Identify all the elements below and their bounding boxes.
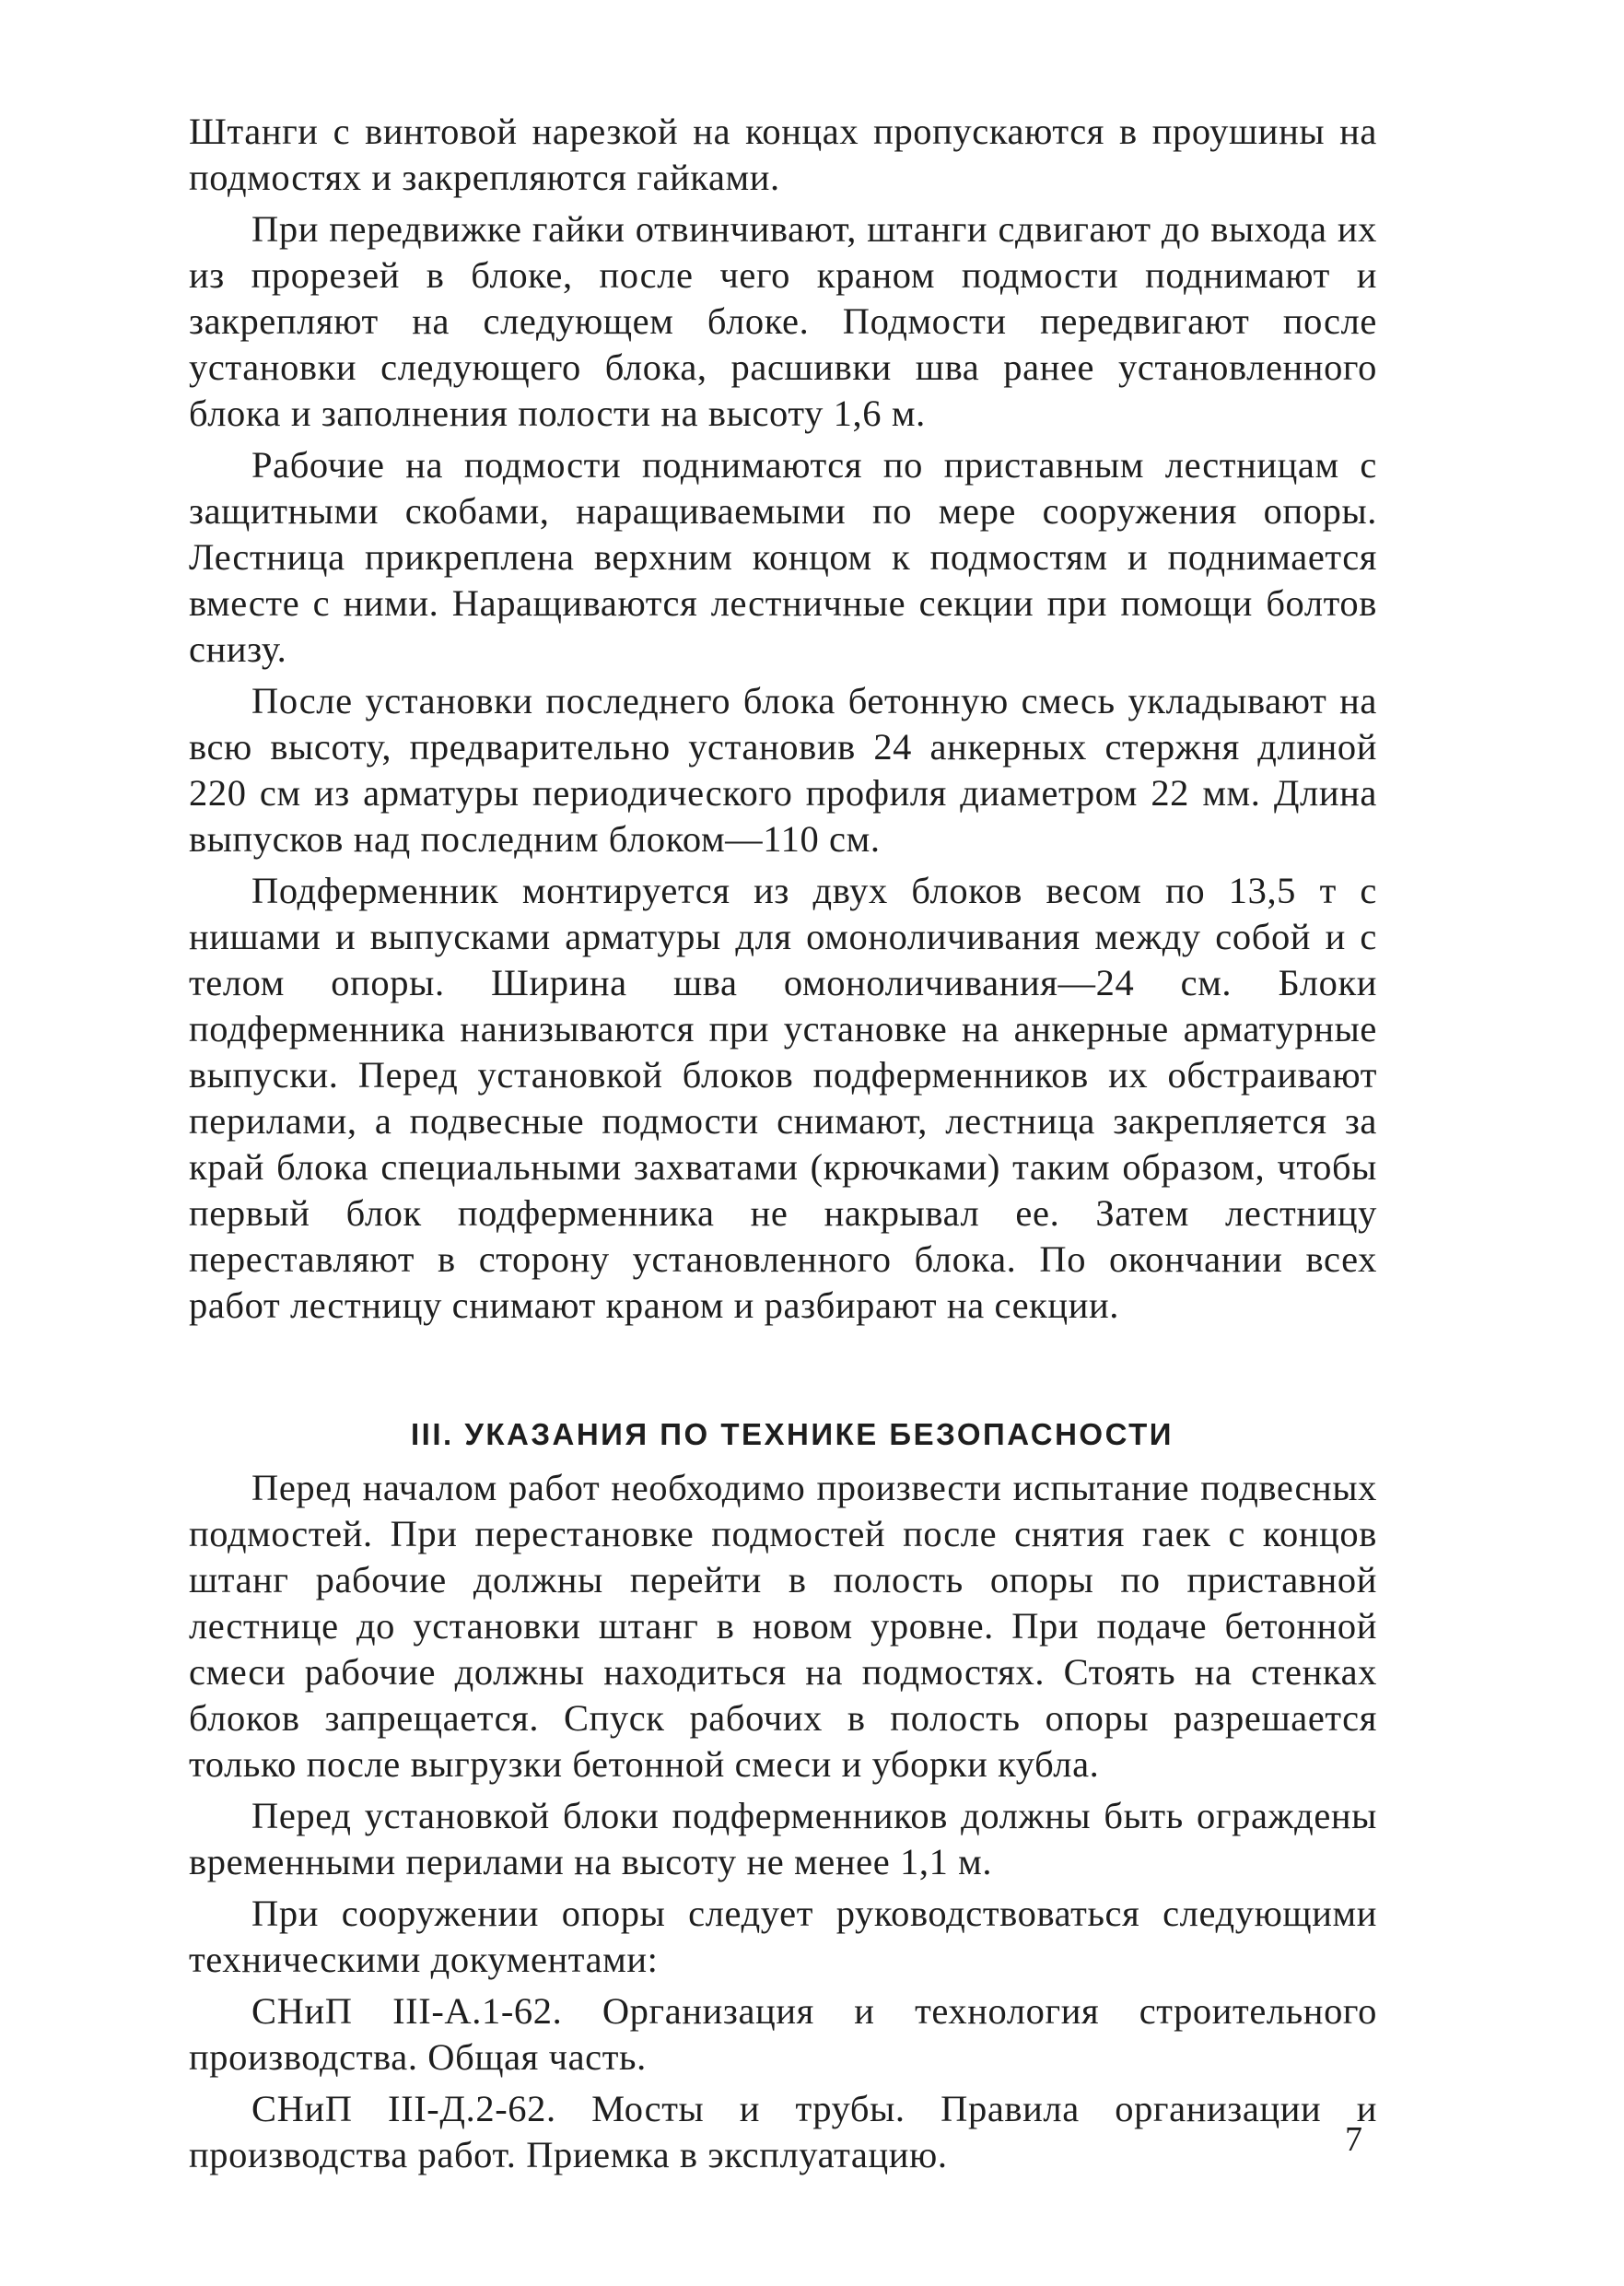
paragraph: При сооружении опоры следует руководствоваться следующими техническими документами: bbox=[189, 1893, 1377, 1980]
paragraph: Перед началом работ необходимо произвести испытание подвесных подмостей. При перестановке подмостей после снятия гаек с концов штанг рабочие должны перейти в полость опоры по приставной лестнице до установки штанг в новом уровне. При подаче бетонной смеси рабочие должны находиться на подмостях. Стоять на стенках блоков запрещается. Спуск рабочих в полость опоры разрешается только после выгрузки бетонной смеси и уборки кубла. bbox=[189, 1467, 1377, 1785]
paragraph: Подферменник монтируется из двух блоков весом по 13,5 т с нишами и выпусками арматуры для омоноличивания между собой и с телом опоры. Ширина шва омоноличивания—24 см. Блоки подферменника нанизываются при установке на анкерные арматурные выпуски. Перед установкой блоков подферменников их обстраивают перилами, а подвесные подмости снимают, лестница закрепляется за край блока специальными захватами (крючками) таким образом, чтобы первый блок подферменника не накрывал ее. Затем лестницу переставляют в сторону установленного блока. По окончании всех работ лестницу снимают краном и разбирают на секции. bbox=[189, 870, 1377, 1326]
page-number: 7 bbox=[1345, 2120, 1362, 2159]
paragraph: СНиП III-Д.2-62. Мосты и трубы. Правила организации и производства работ. Приемка в эксплуатацию. bbox=[189, 2088, 1377, 2175]
paragraph: СНиП III-А.1-62. Организация и технология строительного производства. Общая часть. bbox=[189, 1990, 1377, 2078]
paragraph: Штанги с винтовой нарезкой на концах пропускаются в проушины на подмостях и закрепляются гайками. bbox=[189, 111, 1377, 198]
paragraph: Перед установкой блоки подферменников должны быть ограждены временными перилами на высоту не менее 1,1 м. bbox=[189, 1795, 1377, 1882]
paragraph: При передвижке гайки отвинчивают, штанги сдвигают до выхода их из прорезей в блоке, после чего краном подмости поднимают и закрепляют на следующем блоке. Подмости передвигают после установки следующего блока, расшивки шва ранее установленного блока и заполнения полости на высоту 1,6 м. bbox=[189, 208, 1377, 434]
paragraph: После установки последнего блока бетонную смесь укладывают на всю высоту, предварительно установив 24 анкерных стержня длиной 220 см из арматуры периодического профиля диаметром 22 мм. Длина выпусков над последним блоком—110 см. bbox=[189, 680, 1377, 860]
section-heading: III. УКАЗАНИЯ ПО ТЕХНИКЕ БЕЗОПАСНОСТИ bbox=[411, 1417, 1174, 1451]
paragraph: Рабочие на подмости поднимаются по приставным лестницам с защитными скобами, наращиваемыми по мере сооружения опоры. Лестница прикреплена верхним концом к подмостям и поднимается вместе с ними. Наращиваются лестничные секции при помощи болтов снизу. bbox=[189, 444, 1377, 670]
document-page bbox=[189, 109, 1377, 2184]
